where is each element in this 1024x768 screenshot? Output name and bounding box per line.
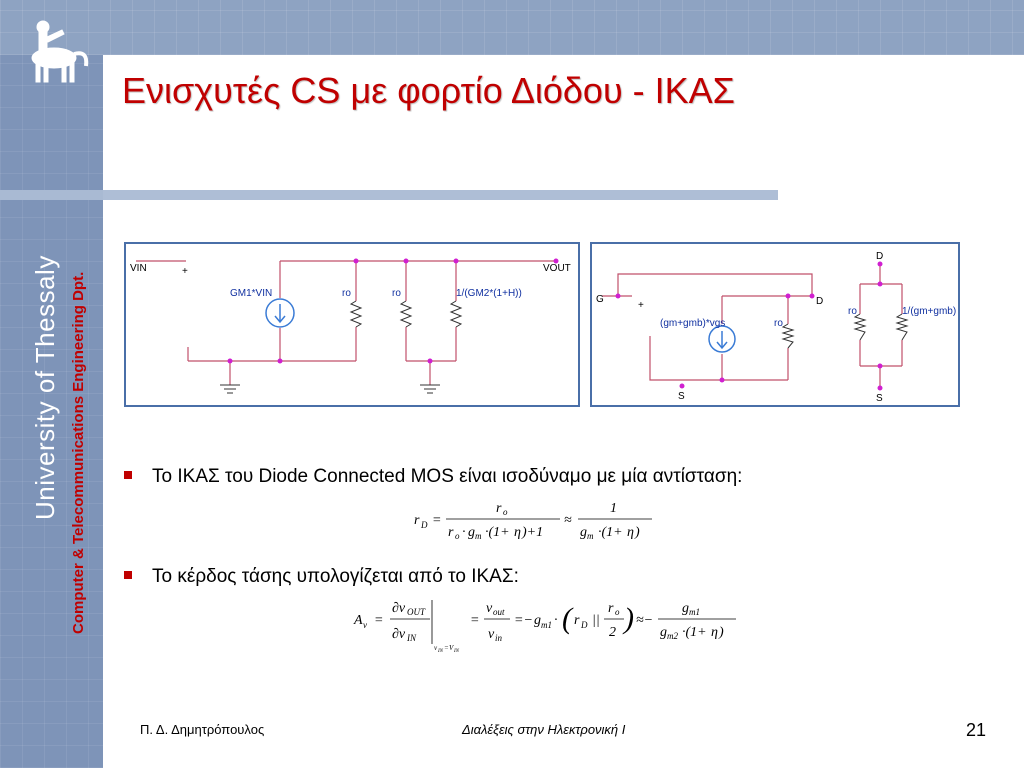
svg-text:o: o	[615, 607, 620, 617]
footer-author: Π. Δ. Δημητρόπουλος	[140, 722, 265, 737]
svg-text:·(1+: ·(1+	[598, 525, 623, 540]
svg-text:D: D	[421, 520, 428, 530]
bullet-square-icon	[124, 571, 132, 579]
svg-text:A: A	[354, 613, 363, 628]
centaur-logo-icon	[14, 10, 94, 90]
voltage-gain-equation	[352, 594, 742, 658]
svg-text:r: r	[448, 525, 454, 540]
svg-text:g: g	[468, 525, 475, 540]
svg-text:V: V	[449, 644, 454, 652]
svg-text:·: ·	[462, 525, 466, 540]
ro-label-1: ro	[342, 288, 351, 299]
bullet-2-text: Το κέρδος τάσης υπολογίζεται από το ΙΚΑΣ:	[152, 566, 519, 587]
svg-text:out: out	[493, 607, 505, 617]
svg-text:η: η	[711, 625, 718, 640]
svg-text:≈: ≈	[564, 513, 572, 528]
svg-text:): )	[719, 625, 724, 640]
svg-text:g: g	[682, 601, 689, 616]
svg-text:=−: =−	[514, 613, 533, 628]
svg-text:η: η	[627, 525, 634, 540]
plus-sign-right: +	[638, 300, 644, 311]
svg-text:OUT: OUT	[407, 607, 426, 617]
cs-diode-load-circuit	[124, 242, 580, 407]
bullet-2	[124, 566, 519, 588]
svg-text:): )	[635, 525, 640, 540]
bullet-1-text: Το ΙΚΑΣ του Diode Connected MOS είναι ισοδύναμο με μία αντίσταση:	[152, 466, 743, 487]
svg-text:2: 2	[609, 625, 616, 640]
university-label: University of Thessaly	[30, 255, 60, 520]
svg-text:η: η	[514, 525, 521, 540]
svg-text:r: r	[608, 601, 614, 616]
svg-text:v: v	[363, 620, 367, 630]
department-label: Computer & Telecommunications Engineering Dpt.	[70, 271, 87, 634]
svg-text:o: o	[455, 531, 460, 541]
svg-text:·(1+: ·(1+	[682, 625, 707, 640]
svg-text:)+1: )+1	[522, 525, 544, 540]
svg-text:r: r	[574, 613, 580, 628]
svg-text:v: v	[488, 627, 495, 642]
svg-text:v: v	[434, 644, 438, 652]
svg-text:∂v: ∂v	[392, 601, 406, 616]
gm-gmb-resistance-label: 1/(gm+gmb)	[902, 306, 957, 317]
vout-label: VOUT	[543, 263, 571, 274]
source-label-1: S	[678, 391, 685, 402]
svg-text:): )	[624, 602, 634, 635]
svg-text:IN: IN	[454, 649, 459, 654]
title-separator	[103, 190, 778, 200]
svg-text:g: g	[534, 613, 541, 628]
svg-text:≈−: ≈−	[636, 613, 654, 628]
diode-mos-equivalent-circuit	[590, 242, 960, 407]
svg-text:=: =	[470, 613, 480, 628]
top-band	[0, 0, 1024, 55]
ro-label-right: ro	[774, 318, 783, 329]
diode-resistance-label: 1/(GM2*(1+H))	[456, 288, 522, 299]
svg-text:IN: IN	[438, 649, 443, 654]
svg-text:r: r	[414, 513, 420, 528]
plus-sign: +	[182, 266, 188, 277]
svg-text:r: r	[496, 501, 502, 516]
diode-resistance-equation	[412, 494, 662, 546]
svg-text:m1: m1	[689, 607, 700, 617]
svg-text:=: =	[432, 513, 442, 528]
svg-text:·: ·	[554, 613, 558, 628]
left-accent-bar	[0, 190, 103, 200]
svg-text:o: o	[503, 507, 508, 517]
vgs-source-label: (gm+gmb)*vgs	[660, 318, 726, 329]
bullet-1	[124, 466, 742, 488]
svg-text:in: in	[495, 633, 503, 643]
slide-title: Ενισχυτές CS με φορτίο Διόδου - ΙΚΑΣ	[122, 70, 735, 111]
svg-text:g: g	[580, 525, 587, 540]
svg-text:m: m	[587, 531, 594, 541]
svg-text:m: m	[475, 531, 482, 541]
gm-source-label: GM1*VIN	[230, 288, 273, 299]
svg-text:||: ||	[592, 613, 600, 628]
page-number: 21	[966, 720, 987, 740]
footer-course: Διαλέξεις στην Ηλεκτρονική Ι	[462, 722, 626, 737]
svg-text:1: 1	[610, 501, 617, 516]
svg-text:v: v	[486, 601, 493, 616]
gate-label: G	[596, 294, 604, 305]
svg-text:(: (	[562, 602, 572, 635]
svg-text:=: =	[374, 613, 384, 628]
svg-text:m2: m2	[667, 631, 678, 641]
svg-text:∂v: ∂v	[392, 627, 406, 642]
vin-label: VIN	[130, 263, 147, 274]
bullet-square-icon	[124, 471, 132, 479]
source-label-2: S	[876, 393, 883, 404]
ro-eq-label: ro	[848, 306, 857, 317]
svg-text:D: D	[581, 620, 588, 630]
drain-label-1: D	[816, 296, 824, 307]
svg-text:IN: IN	[407, 633, 416, 643]
svg-text:m1: m1	[541, 620, 552, 630]
svg-text:=: =	[444, 644, 449, 652]
svg-text:g: g	[660, 625, 667, 640]
ro-label-2: ro	[392, 288, 401, 299]
svg-text:·(1+: ·(1+	[485, 525, 510, 540]
drain-label-2: D	[876, 251, 884, 262]
cs-circuit-schematic	[126, 244, 578, 405]
diode-mos-schematic	[592, 244, 958, 405]
